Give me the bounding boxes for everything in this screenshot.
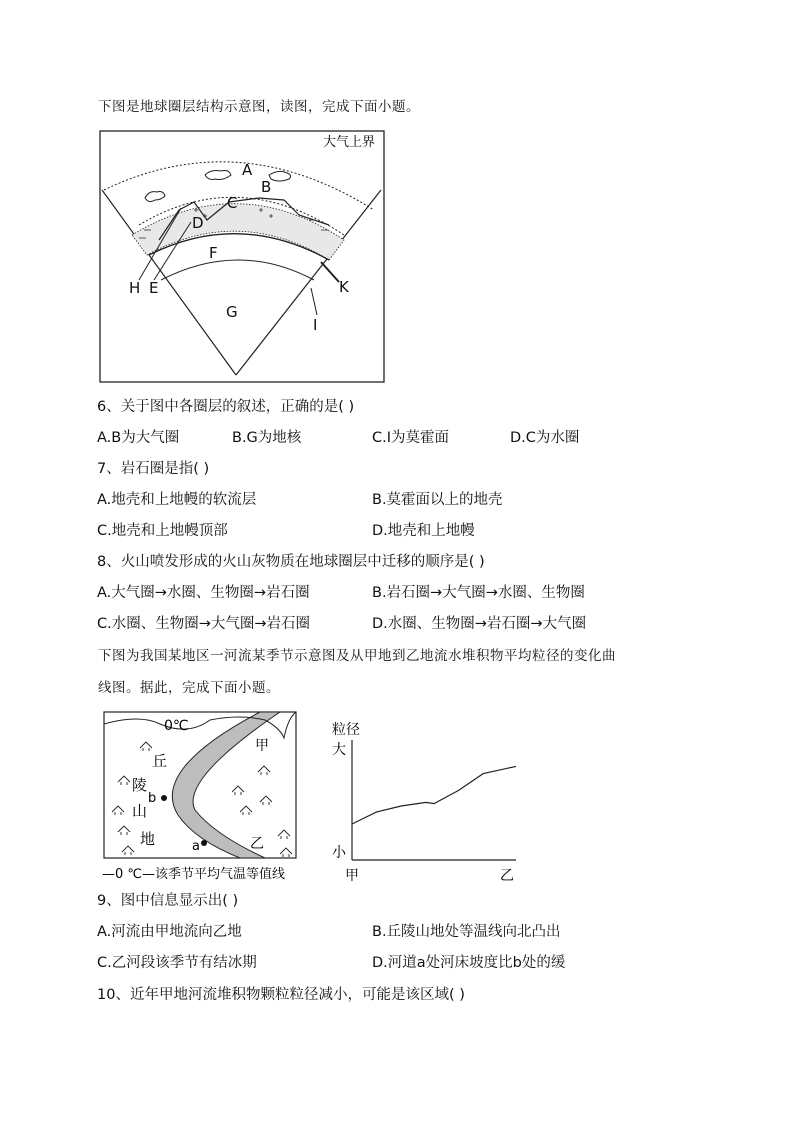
river-map	[100, 710, 315, 885]
grain-size-series-line	[352, 766, 516, 824]
chart-y-low: 小	[332, 845, 346, 861]
label-c: C	[227, 194, 238, 212]
q6-option-b[interactable]: B.G为地核	[232, 430, 302, 446]
chart-y-label: 粒径	[332, 722, 360, 738]
label-d: D	[192, 214, 204, 232]
intro-text-2-line2: 线图。据此，完成下面小题。	[98, 680, 280, 696]
isotherm-label: 0℃	[164, 718, 189, 734]
chart-x-start: 甲	[345, 868, 359, 884]
q8-stem: 8、火山喷发形成的火山灰物质在地球圈层中迁移的顺序是( )	[97, 554, 485, 570]
place-jia: 甲	[255, 738, 269, 754]
hill-char-1: 丘	[152, 752, 168, 770]
q9-option-a[interactable]: A.河流由甲地流向乙地	[97, 924, 242, 940]
q6-option-d[interactable]: D.C为水圈	[510, 430, 580, 446]
q9-option-d[interactable]: D.河道a处河床坡度比b处的缓	[372, 955, 566, 971]
hill-char-4: 地	[140, 830, 156, 848]
label-h: H	[129, 279, 141, 297]
q9-option-b[interactable]: B.丘陵山地处等温线向北凸出	[372, 924, 561, 940]
q9-stem: 9、图中信息显示出( )	[97, 893, 239, 909]
q7-option-c[interactable]: C.地壳和上地幔顶部	[97, 523, 228, 539]
q6-option-a[interactable]: A.B为大气圈	[97, 430, 180, 446]
q8-option-b[interactable]: B.岩石圈→大气圈→水圈、生物圈	[372, 585, 585, 601]
q8-option-c[interactable]: C.水圈、生物圈→大气圈→岩石圈	[97, 616, 311, 632]
intro-text-2-line1: 下图为我国某地区一河流某季节示意图及从甲地到乙地流水堆积物平均粒径的变化曲	[98, 648, 616, 664]
chart-x-end: 乙	[500, 868, 514, 884]
q8-option-d[interactable]: D.水圈、生物圈→岩石圈→大气圈	[372, 616, 587, 632]
q7-option-a[interactable]: A.地壳和上地幔的软流层	[97, 492, 257, 508]
grain-size-chart	[328, 712, 524, 884]
label-k: K	[339, 278, 349, 296]
isotherm-caption: —0 ℃—该季节平均气温等值线	[102, 867, 286, 882]
q10-stem: 10、近年甲地河流堆积物颗粒粒径减小，可能是该区域( )	[97, 987, 465, 1003]
atmosphere-top-label: 大气上界	[323, 135, 376, 150]
place-yi: 乙	[250, 836, 264, 852]
hill-char-3: 山	[132, 802, 148, 820]
q8-option-a[interactable]: A.大气圈→水圈、生物圈→岩石圈	[97, 585, 310, 601]
label-a: A	[242, 161, 253, 179]
point-a-label: a	[192, 839, 200, 854]
q9-option-c[interactable]: C.乙河段该季节有结冰期	[97, 955, 257, 971]
label-f: F	[209, 244, 218, 262]
point-b-label: b	[148, 791, 157, 806]
intro-text-1: 下图是地球圈层结构示意图，读图，完成下面小题。	[98, 99, 420, 115]
label-i: I	[313, 316, 318, 334]
chart-y-high: 大	[332, 742, 346, 758]
earth-sphere-diagram	[99, 130, 385, 383]
q6-option-c[interactable]: C.I为莫霍面	[372, 430, 450, 446]
label-b: B	[261, 178, 272, 196]
q6-stem: 6、关于图中各圈层的叙述，正确的是( )	[97, 399, 355, 415]
label-g: G	[226, 303, 238, 321]
q7-option-d[interactable]: D.地壳和上地幔	[372, 523, 475, 539]
q7-option-b[interactable]: B.莫霍面以上的地壳	[372, 492, 503, 508]
q7-stem: 7、岩石圈是指( )	[97, 461, 210, 477]
label-e: E	[149, 279, 159, 297]
hill-char-2: 陵	[132, 776, 148, 794]
